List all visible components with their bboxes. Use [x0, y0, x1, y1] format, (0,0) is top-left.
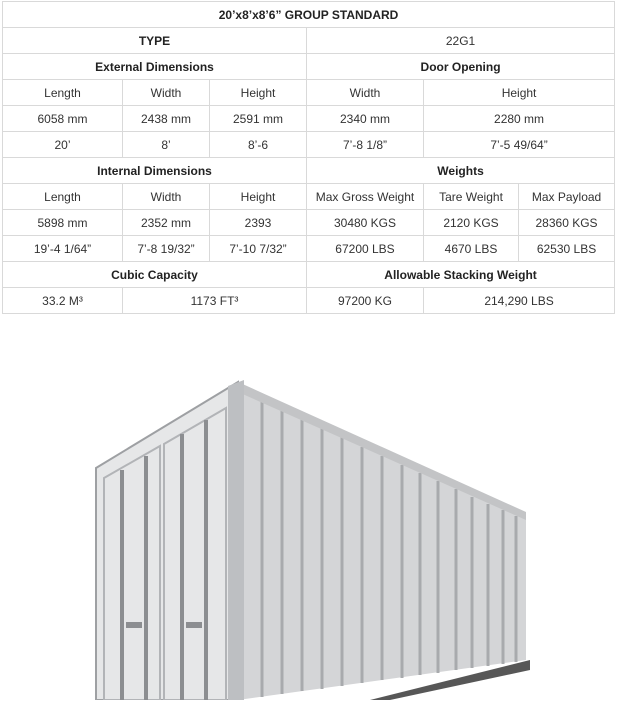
door-width-ft: 7’-8 1/8”	[307, 132, 424, 158]
internal-height-header: Height	[210, 184, 307, 210]
internal-height-ft: 7’-10 7/32”	[210, 236, 307, 262]
max-gross-weight-lbs: 67200 LBS	[307, 236, 424, 262]
tare-weight-lbs: 4670 LBS	[424, 236, 519, 262]
external-height-mm: 2591 mm	[210, 106, 307, 132]
internal-height-mm: 2393	[210, 210, 307, 236]
door-width-mm: 2340 mm	[307, 106, 424, 132]
external-length-header: Length	[3, 80, 123, 106]
internal-width-mm: 2352 mm	[123, 210, 210, 236]
max-payload-lbs: 62530 LBS	[519, 236, 615, 262]
table-title: 20’x8’x8’6” GROUP STANDARD	[3, 2, 615, 28]
max-payload-kgs: 28360 KGS	[519, 210, 615, 236]
stacking-weight-kg: 97200 KG	[307, 288, 424, 314]
container-corner-post	[228, 380, 244, 700]
external-width-ft: 8’	[123, 132, 210, 158]
container-door-end	[96, 382, 238, 700]
stacking-weight-lbs: 214,290 LBS	[424, 288, 615, 314]
type-value: 22G1	[307, 28, 615, 54]
external-length-mm: 6058 mm	[3, 106, 123, 132]
stacking-weight-heading: Allowable Stacking Weight	[307, 262, 615, 288]
container-photo	[0, 360, 619, 700]
door-opening-heading: Door Opening	[307, 54, 615, 80]
external-height-ft: 8’-6	[210, 132, 307, 158]
internal-width-ft: 7’-8 19/32”	[123, 236, 210, 262]
internal-dimensions-heading: Internal Dimensions	[3, 158, 307, 184]
door-height-mm: 2280 mm	[424, 106, 615, 132]
external-length-ft: 20’	[3, 132, 123, 158]
cubic-capacity-heading: Cubic Capacity	[3, 262, 307, 288]
external-width-header: Width	[123, 80, 210, 106]
shipping-container-illustration	[0, 360, 619, 700]
external-dimensions-heading: External Dimensions	[3, 54, 307, 80]
internal-width-header: Width	[123, 184, 210, 210]
container-spec-table	[2, 1, 615, 314]
tare-weight-kgs: 2120 KGS	[424, 210, 519, 236]
type-label: TYPE	[3, 28, 307, 54]
door-height-ft: 7’-5 49/64”	[424, 132, 615, 158]
external-width-mm: 2438 mm	[123, 106, 210, 132]
internal-length-mm: 5898 mm	[3, 210, 123, 236]
max-gross-weight-header: Max Gross Weight	[307, 184, 424, 210]
external-height-header: Height	[210, 80, 307, 106]
max-payload-header: Max Payload	[519, 184, 615, 210]
door-width-header: Width	[307, 80, 424, 106]
internal-length-ft: 19’-4 1/64”	[3, 236, 123, 262]
internal-length-header: Length	[3, 184, 123, 210]
max-gross-weight-kgs: 30480 KGS	[307, 210, 424, 236]
door-height-header: Height	[424, 80, 615, 106]
cubic-capacity-m3: 33.2 M³	[3, 288, 123, 314]
weights-heading: Weights	[307, 158, 615, 184]
tare-weight-header: Tare Weight	[424, 184, 519, 210]
cubic-capacity-ft3: 1173 FT³	[123, 288, 307, 314]
